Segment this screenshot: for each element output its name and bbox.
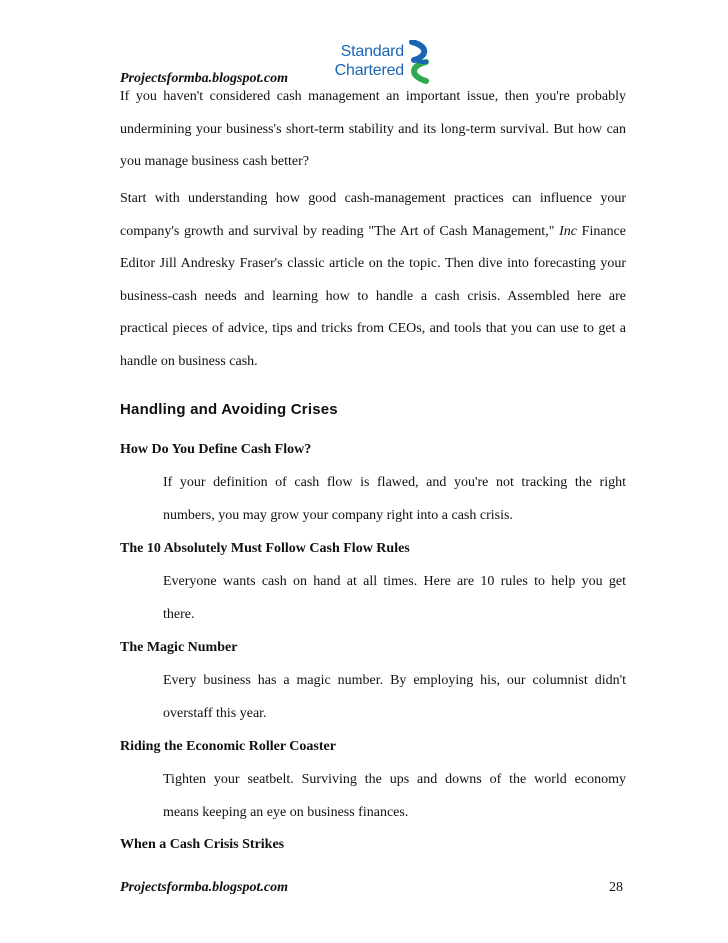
start-line-part: company's growth and survival by reading "The Art of Cash Management," Inc Finance — [120, 223, 626, 239]
logo-line-standard: Standard — [340, 43, 404, 60]
item-line: Every business has a magic number. By employing his, our columnist didn't — [163, 673, 626, 688]
logo-wordmark — [320, 42, 404, 80]
item-line: Tighten your seatbelt. Surviving the ups and downs of the world economy — [163, 772, 626, 787]
start-line: handle on business cash. — [120, 353, 258, 369]
item-line: Everyone wants cash on hand at all times. Here are 10 rules to help you get — [163, 574, 626, 589]
item-line: If your definition of cash flow is flawed, and you're not tracking the right — [163, 475, 626, 490]
item-line: numbers, you may grow your company right into a cash crisis. — [163, 507, 513, 523]
intro-paragraph — [120, 89, 626, 187]
item-line: there. — [163, 606, 195, 622]
intro-line: you manage business cash better? — [120, 154, 309, 169]
start-line: Start with understanding how good cash-management practices can influence your — [120, 191, 626, 206]
start-line-with-italic — [120, 224, 626, 257]
start-line: practical pieces of advice, tips and tricks from CEOs, and tools that you can use to get a — [120, 321, 626, 336]
bank-logo — [320, 40, 436, 86]
header-site-name: Projectsformba.blogspot.com — [120, 71, 288, 86]
magazine-name: Inc — [559, 223, 577, 239]
item-title: Riding the Economic Roller Coaster — [120, 739, 336, 754]
item-title: The 10 Absolutely Must Follow Cash Flow Rules — [120, 541, 410, 556]
standard-chartered-logo-icon — [406, 40, 434, 84]
start-line: business-cash needs and learning how to handle a cash crisis. Assembled here are — [120, 288, 626, 304]
logo-line-chartered: Chartered — [334, 62, 404, 79]
intro-line: If you haven't considered cash management an important issue, then you're probably — [120, 89, 626, 104]
page-number: 28 — [609, 880, 623, 895]
item-line: overstaff this year. — [163, 705, 267, 721]
item-title: How Do You Define Cash Flow? — [120, 442, 312, 457]
item-title: When a Cash Crisis Strikes — [120, 837, 285, 852]
item-description — [163, 673, 626, 738]
footer-site-name: Projectsformba.blogspot.com — [120, 880, 288, 895]
item-line: means keeping an eye on business finances. — [163, 804, 409, 820]
start-line: Editor Jill Andresky Fraser's classic article on the topic. Then dive into forecasting your — [120, 256, 626, 271]
start-paragraph — [120, 191, 626, 386]
item-description — [163, 772, 626, 837]
section-heading: Handling and Avoiding Crises — [120, 401, 338, 418]
item-description — [163, 475, 626, 540]
item-title: The Magic Number — [120, 640, 238, 655]
item-description — [163, 574, 626, 639]
intro-line: undermining your business's short-term stability and its long-term survival. But how can — [120, 121, 626, 137]
